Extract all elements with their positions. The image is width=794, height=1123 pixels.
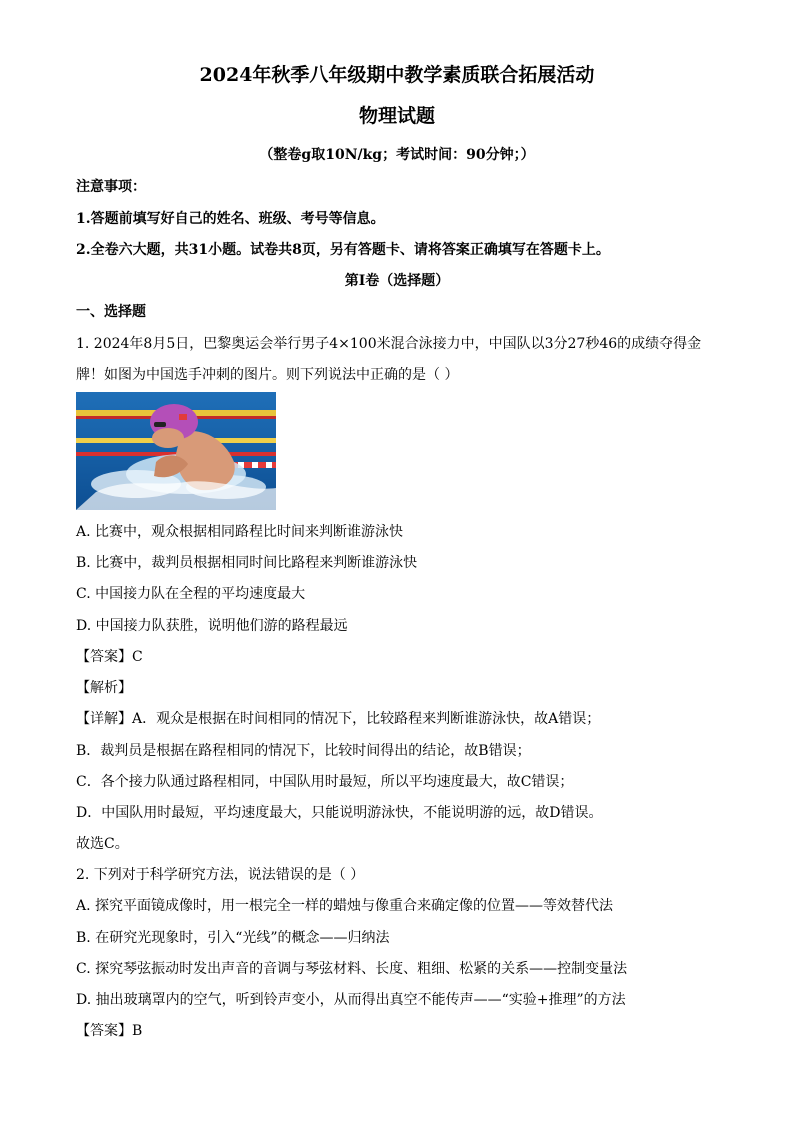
notice-item-2: 2.全卷六大题，共31小题。试卷共8页，另有答题卡、请将答案正确填写在答题卡上。 <box>76 242 610 258</box>
question-1-stem-line-1: 1. 2024年8月5日，巴黎奥运会举行男子4×100米混合泳接力中，中国队以3分27秒46的成绩夺得金 <box>76 336 702 352</box>
swimmer-photo <box>76 392 276 510</box>
question-2-option-d: D. 抽出玻璃罩内的空气，听到铃声变小，从而得出真空不能传声——“实验+推理”的方法 <box>76 992 626 1008</box>
question-2-option-a: A. 探究平面镜成像时，用一根完全一样的蜡烛与像重合来确定像的位置——等效替代法 <box>76 898 614 914</box>
swimmer-illustration <box>76 392 276 510</box>
question-1-analysis-line-1: 【详解】A．观众是根据在时间相同的情况下，比较路程来判断谁游泳快，故A错误； <box>76 711 601 727</box>
question-2-option-c: C. 探究琴弦振动时发出声音的音调与琴弦材料、长度、粗细、松紧的关系——控制变量法 <box>76 961 628 977</box>
question-1-option-a: A. 比赛中，观众根据相同路程比时间来判断谁游泳快 <box>76 524 404 540</box>
subject-title: 物理试题 <box>358 105 435 127</box>
question-1-analysis-line-3: C．各个接力队通过路程相同，中国队用时最短，所以平均速度最大，故C错误； <box>76 774 574 790</box>
question-2-option-b: B. 在研究光现象时，引入“光线”的概念——归纳法 <box>76 930 390 946</box>
question-2-stem: 2. 下列对于科学研究方法，说法错误的是（ ） <box>76 867 365 883</box>
question-1-analysis-line-2: B．裁判员是根据在路程相同的情况下，比较时间得出的结论，故B错误； <box>76 743 531 759</box>
exam-note: （整卷g取10N/kg；考试时间：90分钟；） <box>259 147 535 163</box>
question-1-answer: 【答案】C <box>76 649 143 665</box>
volume-heading: 第Ⅰ卷（选择题） <box>344 273 450 289</box>
question-1-analysis-line-4: D．中国队用时最短，平均速度最大，只能说明游泳快，不能说明游的远，故D错误。 <box>76 805 603 821</box>
section-heading: 一、选择题 <box>76 304 146 320</box>
question-1-option-b: B. 比赛中，裁判员根据相同时间比路程来判断谁游泳快 <box>76 555 418 571</box>
question-1-stem-line-2: 牌！如图为中国选手冲刺的图片。则下列说法中正确的是（ ） <box>76 367 459 383</box>
question-1-option-d: D. 中国接力队获胜，说明他们游的路程最远 <box>76 618 348 634</box>
exam-title: 2024年秋季八年级期中教学素质联合拓展活动 <box>199 64 595 86</box>
notice-heading: 注意事项： <box>76 179 146 195</box>
notice-item-1: 1.答题前填写好自己的姓名、班级、考号等信息。 <box>76 211 385 227</box>
question-1-option-c: C. 中国接力队在全程的平均速度最大 <box>76 586 306 602</box>
question-1-analysis-heading: 【解析】 <box>76 680 132 696</box>
question-1-conclusion: 故选C。 <box>76 836 129 852</box>
question-2-answer: 【答案】B <box>76 1023 143 1039</box>
